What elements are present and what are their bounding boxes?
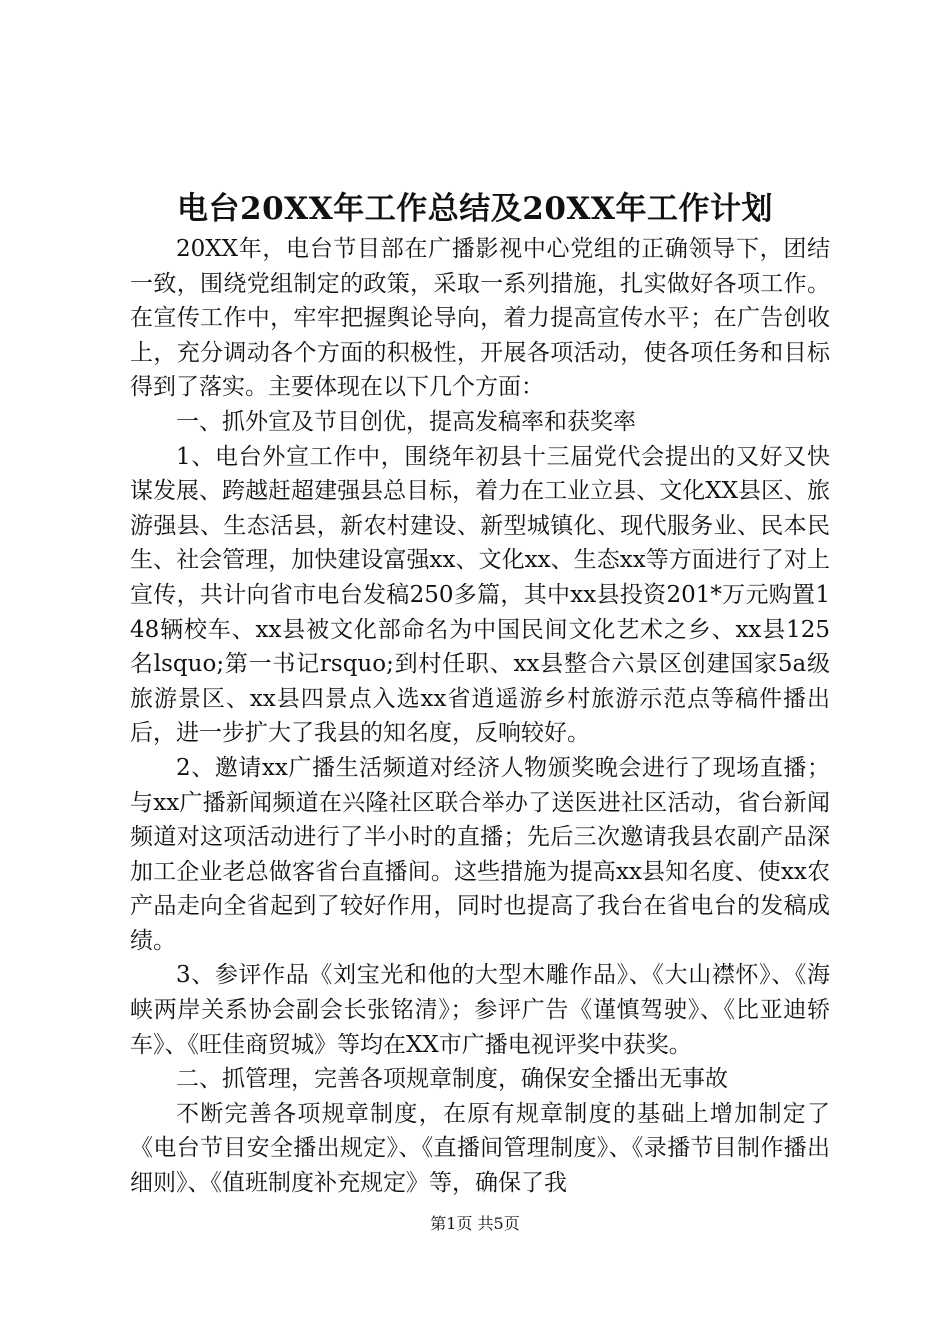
paragraph-item-2: 2、邀请xx广播生活频道对经济人物颁奖晚会进行了现场直播；与xx广播新闻频道在兴隆社区联合举办了送医进社区活动，省台新闻频道对这项活动进行了半小时的直播；先后三次邀请我县农副产品深加工企业老总做客省台直播间。这些措施为提高xx县知名度、使xx农产品走向全省起到了较好作用，同时也提高了我台在省电台的发稿成绩。 — [130, 754, 830, 954]
document-title: 电台20XX年工作总结及20XX年工作计划 — [177, 191, 773, 227]
section-heading-1: 一、抓外宣及节目创优，提高发稿率和获奖率 — [176, 408, 636, 435]
paragraph-item-1: 1、电台外宣工作中，围绕年初县十三届党代会提出的又好又快谋发展、跨越赶超建强县总目标，着力在工业立县、文化XX县区、旅游强县、生态活县，新农村建设、新型城镇化、现代服务业、民本民生、社会管理，加快建设富强xx、文化xx、生态xx等方面进行了对上宣传，共计向省市电台发稿250多篇，其中xx县投资201*万元购置148辆校车、xx县被文化部命名为中国民间文化艺术之乡、xx县125名lsquo;第一书记rsquo;到村任职、xx县整合六景区创建国家5a级旅游景区、xx县四景点入选xx省逍遥游乡村旅游示范点等稿件播出后，进一步扩大了我县的知名度，反响较好。 — [130, 443, 830, 747]
paragraph-intro: 20XX年，电台节目部在广播影视中心党组的正确领导下，团结一致，围绕党组制定的政策，采取一系列措施，扎实做好各项工作。在宣传工作中，牢牢把握舆论导向，着力提高宣传水平；在广告创收上，充分调动各个方面的积极性，开展各项活动，使各项任务和目标得到了落实。主要体现在以下几个方面： — [130, 236, 830, 401]
paragraph-item-3: 3、参评作品《刘宝光和他的大型木雕作品》、《大山襟怀》、《海峡两岸关系协会副会长张铭清》；参评广告《谨慎驾驶》、《比亚迪轿车》、《旺佳商贸城》等均在XX市广播电视评奖中获奖。 — [130, 962, 830, 1058]
document-body — [130, 232, 830, 1201]
page-footer: 第1页 共5页 — [430, 1214, 520, 1233]
paragraph-management: 不断完善各项规章制度，在原有规章制度的基础上增加制定了《电台节目安全播出规定》、《直播间管理制度》、《录播节目制作播出细则》、《值班制度补充规定》等，确保了我 — [130, 1100, 830, 1197]
section-heading-2: 二、抓管理，完善各项规章制度，确保安全播出无事故 — [176, 1066, 728, 1093]
